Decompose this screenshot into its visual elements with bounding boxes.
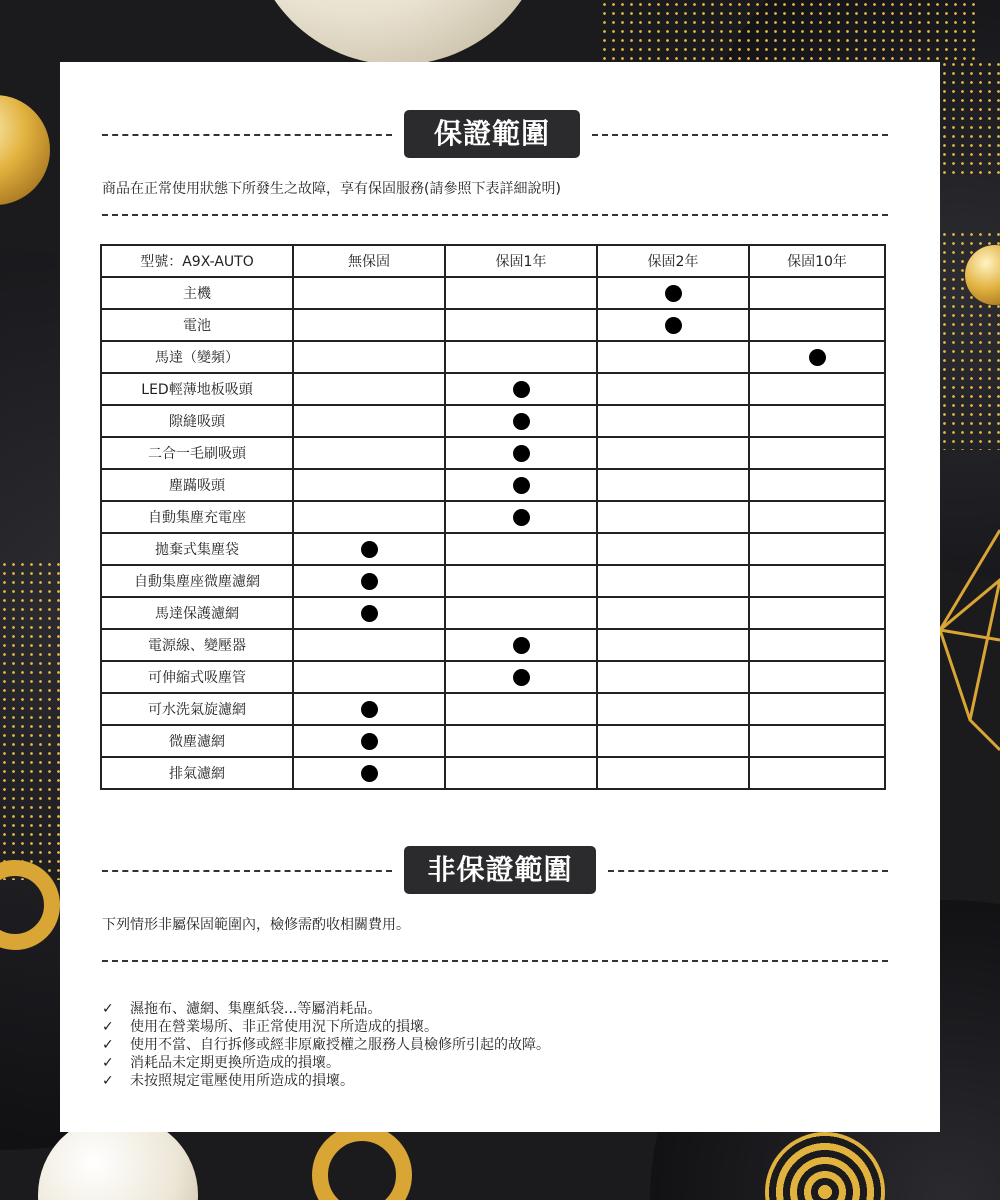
list-item xyxy=(102,1018,550,1036)
coverage-cell xyxy=(597,693,749,725)
coverage-dot-icon xyxy=(513,445,530,462)
coverage-cell xyxy=(597,405,749,437)
component-name-cell: 可水洗氣旋濾網 xyxy=(101,693,293,725)
dashed-divider xyxy=(608,870,888,872)
coverage-cell xyxy=(597,597,749,629)
coverage-dot-icon xyxy=(665,317,682,334)
coverage-cell xyxy=(445,565,597,597)
coverage-cell xyxy=(445,277,597,309)
coverage-cell xyxy=(445,309,597,341)
coverage-cell xyxy=(749,693,885,725)
coverage-dot-icon xyxy=(513,477,530,494)
coverage-dot-icon xyxy=(361,733,378,750)
column-header-model: 型號：A9X-AUTO xyxy=(101,245,293,277)
table-row xyxy=(101,757,885,789)
coverage-cell xyxy=(293,693,445,725)
column-header-no-warranty: 無保固 xyxy=(293,245,445,277)
non-warranty-section-header xyxy=(102,846,888,894)
coverage-cell xyxy=(749,341,885,373)
coverage-dot-icon xyxy=(809,349,826,366)
coverage-cell xyxy=(597,277,749,309)
table-row xyxy=(101,373,885,405)
coverage-cell xyxy=(293,405,445,437)
gold-wireframe-shape xyxy=(930,520,1000,760)
column-header-10-year: 保固10年 xyxy=(749,245,885,277)
component-name-cell: 電源線、變壓器 xyxy=(101,629,293,661)
coverage-cell xyxy=(445,693,597,725)
list-item-text: 使用不當、自行拆修或經非原廠授權之服務人員檢修所引起的故障。 xyxy=(130,1037,550,1053)
component-name-cell: 馬達保護濾網 xyxy=(101,597,293,629)
coverage-cell xyxy=(749,597,885,629)
column-header-1-year: 保固1年 xyxy=(445,245,597,277)
coverage-cell xyxy=(293,469,445,501)
component-name-cell: 排氣濾網 xyxy=(101,757,293,789)
coverage-cell xyxy=(445,597,597,629)
coverage-cell xyxy=(597,725,749,757)
component-name-cell: 二合一毛刷吸頭 xyxy=(101,437,293,469)
dashed-divider xyxy=(102,960,888,962)
coverage-cell xyxy=(597,629,749,661)
coverage-cell xyxy=(597,661,749,693)
coverage-cell xyxy=(293,309,445,341)
checkmark-icon: ✓ xyxy=(102,1019,114,1035)
coverage-cell xyxy=(445,757,597,789)
checkmark-icon: ✓ xyxy=(102,1055,114,1071)
list-item xyxy=(102,1036,550,1054)
coverage-cell xyxy=(749,373,885,405)
warranty-section-header xyxy=(102,110,888,158)
list-item-text: 未按照規定電壓使用所造成的損壞。 xyxy=(130,1073,354,1089)
component-name-cell: 可伸縮式吸塵管 xyxy=(101,661,293,693)
table-row xyxy=(101,661,885,693)
gold-dot-pattern xyxy=(940,60,1000,180)
coverage-cell xyxy=(749,501,885,533)
table-row xyxy=(101,277,885,309)
component-name-cell: 馬達（變頻） xyxy=(101,341,293,373)
table-row xyxy=(101,533,885,565)
coverage-dot-icon xyxy=(513,669,530,686)
coverage-cell xyxy=(749,277,885,309)
component-name-cell: 隙縫吸頭 xyxy=(101,405,293,437)
coverage-cell xyxy=(445,629,597,661)
warranty-card xyxy=(60,62,940,1132)
dashed-divider xyxy=(592,134,888,136)
table-row xyxy=(101,437,885,469)
coverage-cell xyxy=(597,565,749,597)
table-row xyxy=(101,341,885,373)
coverage-cell xyxy=(445,405,597,437)
coverage-dot-icon xyxy=(361,701,378,718)
coverage-cell xyxy=(749,661,885,693)
table-row xyxy=(101,501,885,533)
list-item xyxy=(102,1000,550,1018)
non-warranty-list xyxy=(102,1000,550,1090)
coverage-cell xyxy=(293,629,445,661)
table-row xyxy=(101,597,885,629)
table-row xyxy=(101,469,885,501)
list-item-text: 消耗品未定期更換所造成的損壞。 xyxy=(130,1055,340,1071)
coverage-cell xyxy=(293,373,445,405)
dashed-divider xyxy=(102,870,392,872)
gold-ornament xyxy=(0,95,50,205)
coverage-cell xyxy=(597,469,749,501)
coverage-cell xyxy=(749,405,885,437)
gold-ring-ornament xyxy=(312,1125,412,1200)
gold-dot-pattern xyxy=(0,560,60,880)
coverage-cell xyxy=(445,533,597,565)
table-row xyxy=(101,565,885,597)
list-item-text: 使用在營業場所、非正常使用況下所造成的損壞。 xyxy=(130,1019,438,1035)
coverage-cell xyxy=(749,725,885,757)
component-name-cell: 主機 xyxy=(101,277,293,309)
coverage-cell xyxy=(445,725,597,757)
coverage-cell xyxy=(293,341,445,373)
coverage-dot-icon xyxy=(513,413,530,430)
table-row xyxy=(101,309,885,341)
dashed-divider xyxy=(102,214,888,216)
coverage-cell xyxy=(445,341,597,373)
non-warranty-title: 非保證範圍 xyxy=(404,846,596,894)
coverage-table-body xyxy=(101,277,885,789)
warranty-coverage-table xyxy=(100,244,886,790)
warranty-description: 商品在正常使用狀態下所發生之故障，享有保固服務(請參照下表詳細說明) xyxy=(102,181,561,197)
coverage-cell xyxy=(293,597,445,629)
coverage-dot-icon xyxy=(513,381,530,398)
coverage-cell xyxy=(597,757,749,789)
table-row xyxy=(101,725,885,757)
component-name-cell: 自動集塵充電座 xyxy=(101,501,293,533)
coverage-cell xyxy=(293,661,445,693)
component-name-cell: 微塵濾網 xyxy=(101,725,293,757)
coverage-cell xyxy=(445,373,597,405)
gold-dot-pattern xyxy=(600,0,980,60)
coverage-cell xyxy=(597,437,749,469)
coverage-dot-icon xyxy=(361,573,378,590)
coverage-cell xyxy=(749,629,885,661)
component-name-cell: 自動集塵座微塵濾網 xyxy=(101,565,293,597)
component-name-cell: 電池 xyxy=(101,309,293,341)
list-item xyxy=(102,1072,550,1090)
non-warranty-description: 下列情形非屬保固範圍內，檢修需酌收相關費用。 xyxy=(102,917,410,933)
coverage-cell xyxy=(749,757,885,789)
coverage-cell xyxy=(597,373,749,405)
coverage-cell xyxy=(445,437,597,469)
coverage-dot-icon xyxy=(665,285,682,302)
coverage-cell xyxy=(749,469,885,501)
coverage-cell xyxy=(293,565,445,597)
coverage-dot-icon xyxy=(361,605,378,622)
coverage-dot-icon xyxy=(361,765,378,782)
list-item-text: 濕拖布、濾網、集塵紙袋...等屬消耗品。 xyxy=(130,1001,382,1017)
coverage-cell xyxy=(293,501,445,533)
coverage-dot-icon xyxy=(513,509,530,526)
coverage-cell xyxy=(293,277,445,309)
coverage-cell xyxy=(597,309,749,341)
column-header-2-year: 保固2年 xyxy=(597,245,749,277)
coverage-cell xyxy=(597,533,749,565)
warranty-title: 保證範圍 xyxy=(404,110,580,158)
coverage-cell xyxy=(293,533,445,565)
dashed-divider xyxy=(102,134,392,136)
coverage-cell xyxy=(749,309,885,341)
checkmark-icon: ✓ xyxy=(102,1001,114,1017)
coverage-cell xyxy=(597,501,749,533)
component-name-cell: LED輕薄地板吸頭 xyxy=(101,373,293,405)
coverage-cell xyxy=(749,437,885,469)
table-row xyxy=(101,693,885,725)
coverage-cell xyxy=(293,725,445,757)
coverage-dot-icon xyxy=(361,541,378,558)
coverage-cell xyxy=(749,533,885,565)
list-item xyxy=(102,1054,550,1072)
coverage-cell xyxy=(445,469,597,501)
checkmark-icon: ✓ xyxy=(102,1037,114,1053)
table-header-row xyxy=(101,245,885,277)
coverage-dot-icon xyxy=(513,637,530,654)
pearl-ornament xyxy=(248,0,548,65)
coverage-cell xyxy=(445,661,597,693)
checkmark-icon: ✓ xyxy=(102,1073,114,1089)
coverage-cell xyxy=(293,437,445,469)
table-row xyxy=(101,405,885,437)
component-name-cell: 塵蹣吸頭 xyxy=(101,469,293,501)
coverage-cell xyxy=(293,757,445,789)
coverage-cell xyxy=(749,565,885,597)
coverage-cell xyxy=(445,501,597,533)
coverage-cell xyxy=(597,341,749,373)
table-row xyxy=(101,629,885,661)
component-name-cell: 拋棄式集塵袋 xyxy=(101,533,293,565)
